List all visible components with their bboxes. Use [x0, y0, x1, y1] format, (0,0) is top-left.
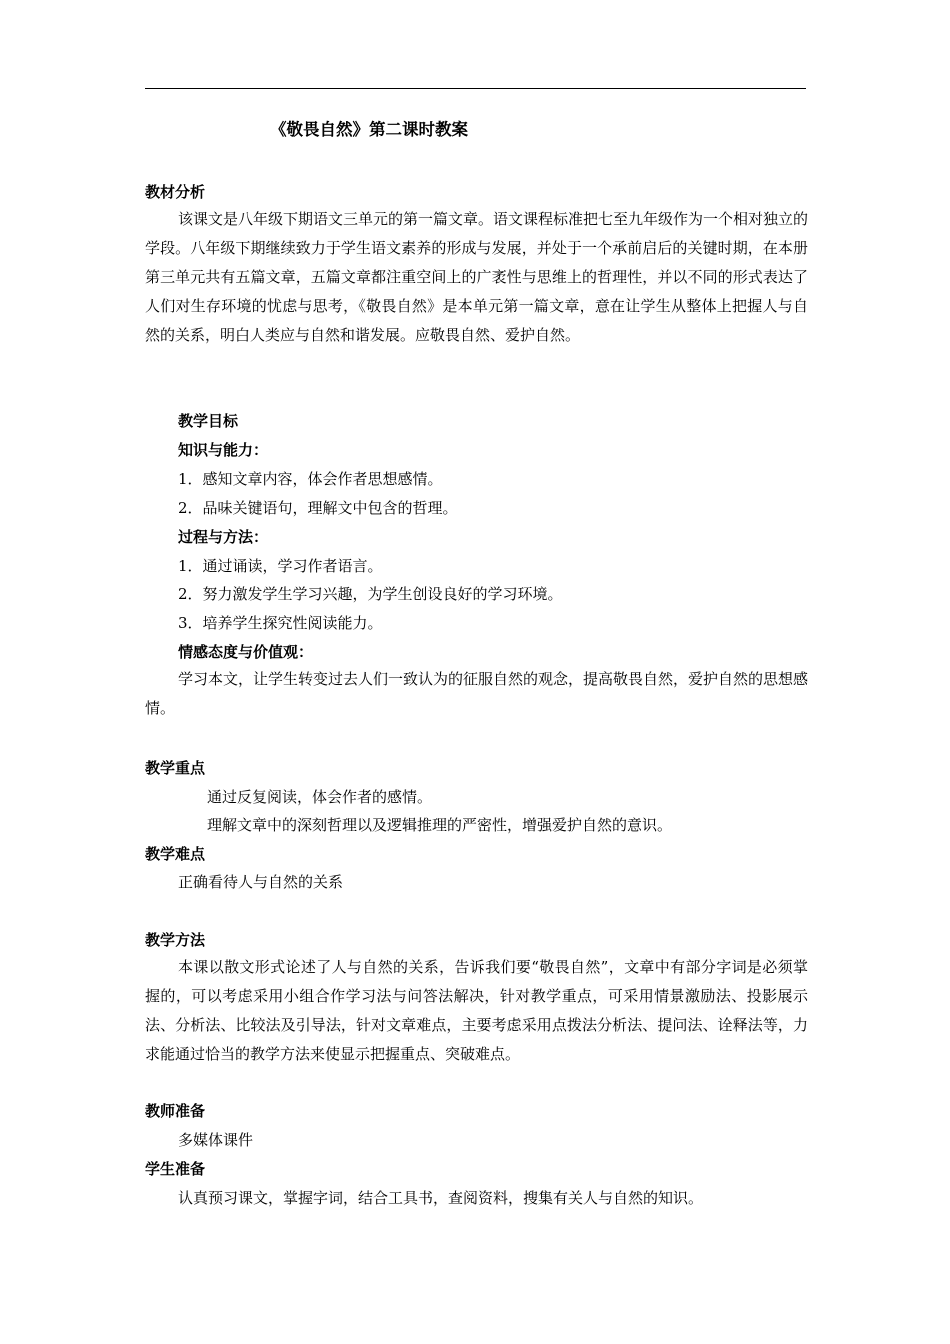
- process-item: 1．通过诵读，学习作者语言。: [178, 557, 383, 575]
- goals-heading: 教学目标: [178, 412, 239, 430]
- student-prep-text: 认真预习课文，掌握字词，结合工具书，查阅资料，搜集有关人与自然的知识。: [178, 1189, 704, 1207]
- key-point-item: 理解文章中的深刻哲理以及逻辑推理的严密性，增强爱护自然的意识。: [207, 816, 673, 834]
- process-item: 3．培养学生探究性阅读能力。: [178, 614, 383, 632]
- analysis-heading: 教材分析: [145, 183, 206, 201]
- method-text: 本课以散文形式论述了人与自然的关系，告诉我们要“敬畏自然”，文章中有部分字词是必须掌握的，可以考虑采用小组合作学习法与问答法解决，针对教学重点，可采用情景激励法、投影展示法、分析法、比较法及引导法，针对文章难点，主要考虑采用点拨法分析法、提问法、诠释法等，力求能通过恰当的教学方法来使显示把握重点、突破难点。: [145, 958, 808, 1063]
- knowledge-item: 2．品味关键语句，理解文中包含的哲理。: [178, 499, 458, 517]
- teacher-prep-heading: 教师准备: [145, 1102, 206, 1120]
- emotion-text: 学习本文，让学生转变过去人们一致认为的征服自然的观念，提高敬畏自然，爱护自然的思想感情。: [145, 670, 809, 717]
- key-point-item: 通过反复阅读，体会作者的感情。: [207, 788, 433, 806]
- process-item: 2．努力激发学生学习兴趣，为学生创设良好的学习环境。: [178, 585, 563, 603]
- student-prep-heading: 学生准备: [145, 1160, 206, 1178]
- process-heading: 过程与方法：: [178, 528, 269, 546]
- teacher-prep-text: 多媒体课件: [178, 1131, 254, 1149]
- knowledge-item: 1．感知文章内容，体会作者思想感情。: [178, 470, 443, 488]
- knowledge-heading: 知识与能力：: [178, 441, 269, 459]
- analysis-text: 该课文是八年级下期语文三单元的第一篇文章。语文课程标准把七至九年级作为一个相对独立的学段。八年级下期继续致力于学生语文素养的形成与发展，并处于一个承前启后的关键时期，在本册第三单元共有五篇文章，五篇文章都注重空间上的广袤性与思维上的哲理性，并以不同的形式表达了人们对生存环境的忧虑与思考，《敬畏自然》是本单元第一篇文章，意在让学生从整体上把握人与自然的关系，明白人类应与自然和谐发展。应敬畏自然、爱护自然。: [145, 210, 809, 344]
- emotion-heading: 情感态度与价值观：: [178, 643, 314, 661]
- key-points-heading: 教学重点: [145, 759, 206, 777]
- method-heading: 教学方法: [145, 931, 206, 949]
- difficulty-text: 正确看待人与自然的关系: [178, 873, 344, 891]
- header-rule: [145, 88, 806, 89]
- page-title: 《敬畏自然》第二课时教案: [270, 120, 468, 139]
- difficulty-heading: 教学难点: [145, 845, 206, 863]
